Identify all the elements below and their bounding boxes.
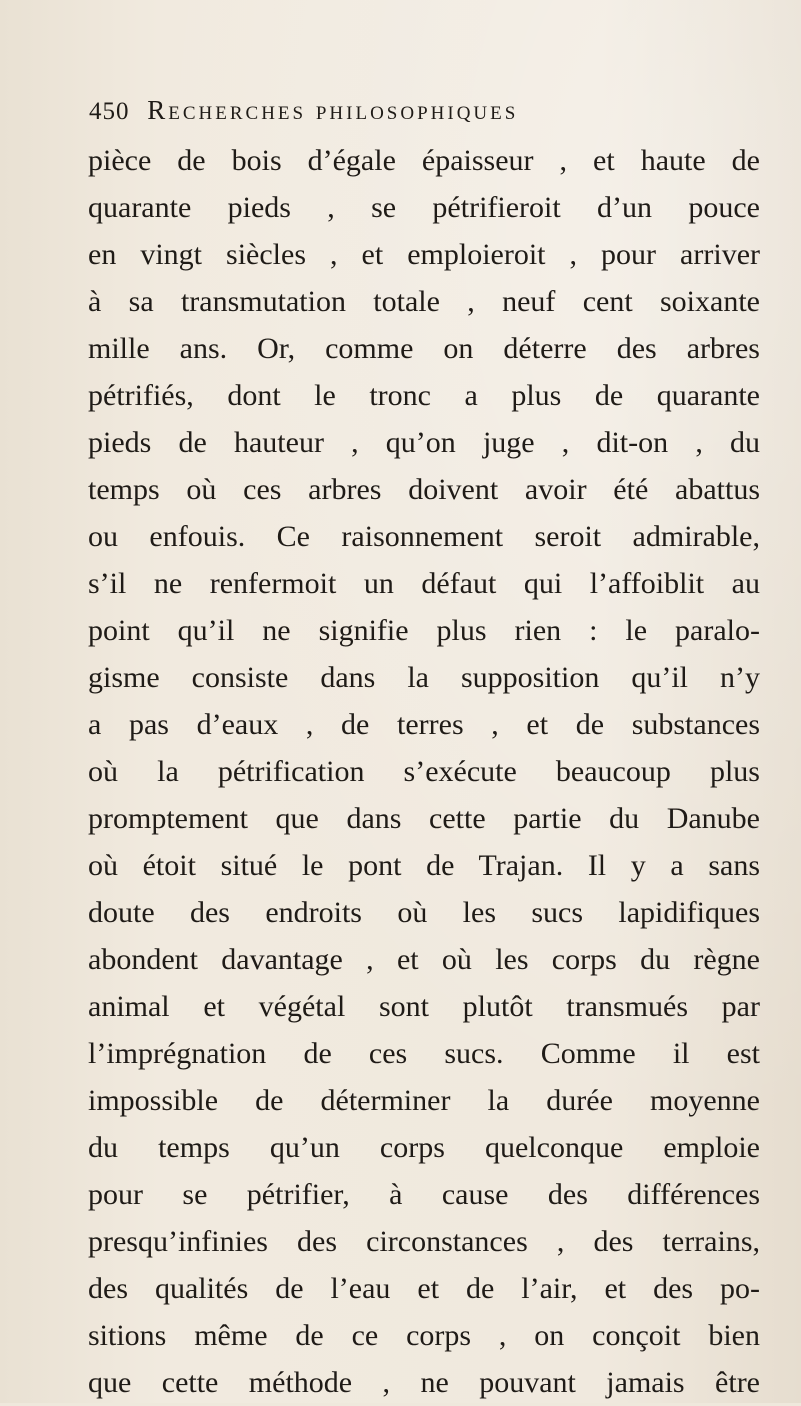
text-line: des qualités de l’eau et de l’air, et des po-: [88, 1272, 760, 1305]
text-line: pétrifiés, dont le tronc a plus de quarante: [88, 379, 760, 412]
text-line: quarante pieds , se pétrifieroit d’un pouce: [88, 191, 760, 224]
text-line: ou enfouis. Ce raisonnement seroit admirable,: [88, 520, 760, 553]
body-text: [88, 137, 760, 1406]
text-line: doute des endroits où les sucs lapidifiques: [88, 896, 760, 929]
text-line: promptement que dans cette partie du Danube: [88, 802, 760, 835]
text-line: s’il ne renfermoit un défaut qui l’affoiblit au: [88, 567, 760, 600]
text-line: sitions même de ce corps , on conçoit bien: [88, 1319, 760, 1352]
text-line: du temps qu’un corps quelconque emploie: [88, 1131, 760, 1164]
text-line: pour se pétrifier, à cause des différences: [88, 1178, 760, 1211]
text-line: que cette méthode , ne pouvant jamais être: [88, 1366, 760, 1399]
text-line: gisme consiste dans la supposition qu’il n’y: [88, 661, 760, 694]
text-line: l’imprégnation de ces sucs. Comme il est: [88, 1037, 760, 1070]
page-number: 450: [89, 98, 130, 125]
running-title: Recherches philosophiques: [147, 95, 519, 125]
text-line: animal et végétal sont plutôt transmués par: [88, 990, 760, 1023]
text-line: à sa transmutation totale , neuf cent soixante: [88, 285, 760, 318]
text-line: en vingt siècles , et emploieroit , pour arriver: [88, 238, 760, 271]
text-line: où la pétrification s’exécute beaucoup plus: [88, 755, 760, 788]
running-header: [89, 95, 739, 135]
text-line: pièce de bois d’égale épaisseur , et haute de: [88, 144, 760, 177]
text-line: point qu’il ne signifie plus rien : le paralo-: [88, 614, 760, 647]
text-line: mille ans. Or, comme on déterre des arbres: [88, 332, 760, 365]
text-line: impossible de déterminer la durée moyenne: [88, 1084, 760, 1117]
text-line: pieds de hauteur , qu’on juge , dit-on , du: [88, 426, 760, 459]
text-line: abondent davantage , et où les corps du règne: [88, 943, 760, 976]
text-line: presqu’infinies des circonstances , des terrains,: [88, 1225, 760, 1258]
text-line: a pas d’eaux , de terres , et de substances: [88, 708, 760, 741]
text-line: où étoit situé le pont de Trajan. Il y a sans: [88, 849, 760, 882]
text-line: temps où ces arbres doivent avoir été abattus: [88, 473, 760, 506]
